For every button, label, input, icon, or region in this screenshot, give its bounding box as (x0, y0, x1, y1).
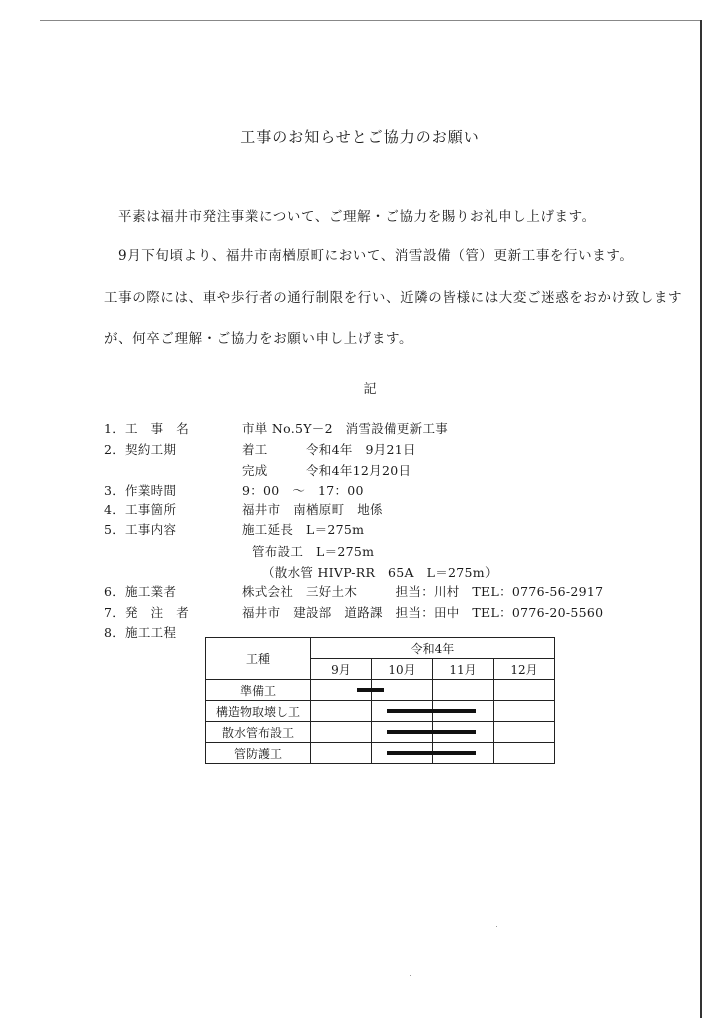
item-value-location: 福井市 南楢原町 地係 (242, 502, 383, 517)
schedule-bar-cell (311, 722, 555, 743)
month-divider (371, 743, 372, 763)
schedule-table (205, 637, 555, 764)
page-right-edge (700, 20, 702, 1018)
ki-heading: 記 (363, 382, 377, 397)
schedule-header-row (206, 638, 555, 659)
scan-speck (410, 975, 411, 976)
item-label-contract-period: 2．契約工期 (104, 442, 177, 457)
page-top-edge (40, 20, 700, 21)
schedule-row (206, 701, 555, 722)
item-label-contractor: 6．施工業者 (104, 584, 177, 599)
schedule-bar (387, 709, 475, 713)
paragraph-notice: 9月下旬頃より、福井市南楢原町において、消雪設備（管）更新工事を行います。 (118, 248, 634, 264)
month-header: 12月 (494, 659, 555, 680)
month-header: 9月 (311, 659, 372, 680)
month-divider (493, 722, 494, 742)
item-value-project-name: 市単 No.5Y－2 消雪設備更新工事 (242, 421, 449, 436)
document-title: 工事のお知らせとご協力のお願い (240, 128, 480, 146)
schedule-row (206, 743, 555, 764)
schedule-bar (387, 730, 475, 734)
item-value-length: 施工延長 L＝275m (242, 522, 365, 537)
month-divider (371, 701, 372, 721)
item-value-pipe-laying: 管布設工 L＝275m (252, 544, 375, 559)
month-header: 10月 (372, 659, 433, 680)
item-label-work-hours: 3．作業時間 (104, 483, 177, 498)
work-type-label: 準備工 (206, 680, 311, 701)
item-label-location: 4．工事箇所 (104, 502, 177, 517)
month-divider (493, 701, 494, 721)
schedule-header-type: 工種 (206, 638, 311, 680)
paragraph-greeting: 平素は福井市発注事業について、ご理解・ご協力を賜りお礼申し上げます。 (118, 209, 596, 225)
month-divider (493, 743, 494, 763)
item-value-contractor: 株式会社 三好土木 担当：川村 TEL：0776-56-2917 (242, 584, 604, 599)
item-value-orderer: 福井市 建設部 道路課 担当：田中 TEL：0776-20-5560 (242, 605, 604, 620)
scan-speck (496, 926, 497, 927)
work-type-label: 構造物取壊し工 (206, 701, 311, 722)
paragraph-restriction: 工事の際には、車や歩行者の通行制限を行い、近隣の皆様には大変ご迷惑をおかけ致します (104, 290, 683, 306)
schedule-bar-cell (311, 701, 555, 722)
schedule-bar (357, 688, 384, 692)
work-type-label: 散水管布設工 (206, 722, 311, 743)
schedule-row (206, 680, 555, 701)
month-divider (493, 680, 494, 700)
item-label-project-name: 1．工 事 名 (104, 421, 190, 436)
month-divider (371, 722, 372, 742)
item-label-work-content: 5．工事内容 (104, 522, 177, 537)
work-type-label: 管防護工 (206, 743, 311, 764)
item-label-schedule: 8．施工工程 (104, 625, 177, 640)
item-value-completion: 完成 令和4年12月20日 (242, 463, 412, 478)
item-value-work-hours: 9：00 ～ 17：00 (242, 483, 364, 498)
schedule-bar (387, 751, 475, 755)
item-label-orderer: 7．発 注 者 (104, 605, 190, 620)
schedule-bar-cell (311, 680, 555, 701)
item-value-pipe-spec: （散水管 HIVP-RR 65A L＝275m） (262, 565, 498, 580)
month-divider (432, 680, 433, 700)
paragraph-request: が、何卒ご理解・ご協力をお願い申し上げます。 (104, 331, 414, 347)
schedule-row (206, 722, 555, 743)
month-header: 11月 (433, 659, 494, 680)
schedule-header-year: 令和4年 (311, 638, 555, 659)
schedule-bar-cell (311, 743, 555, 764)
item-value-start: 着工 令和4年 9月21日 (242, 442, 416, 457)
